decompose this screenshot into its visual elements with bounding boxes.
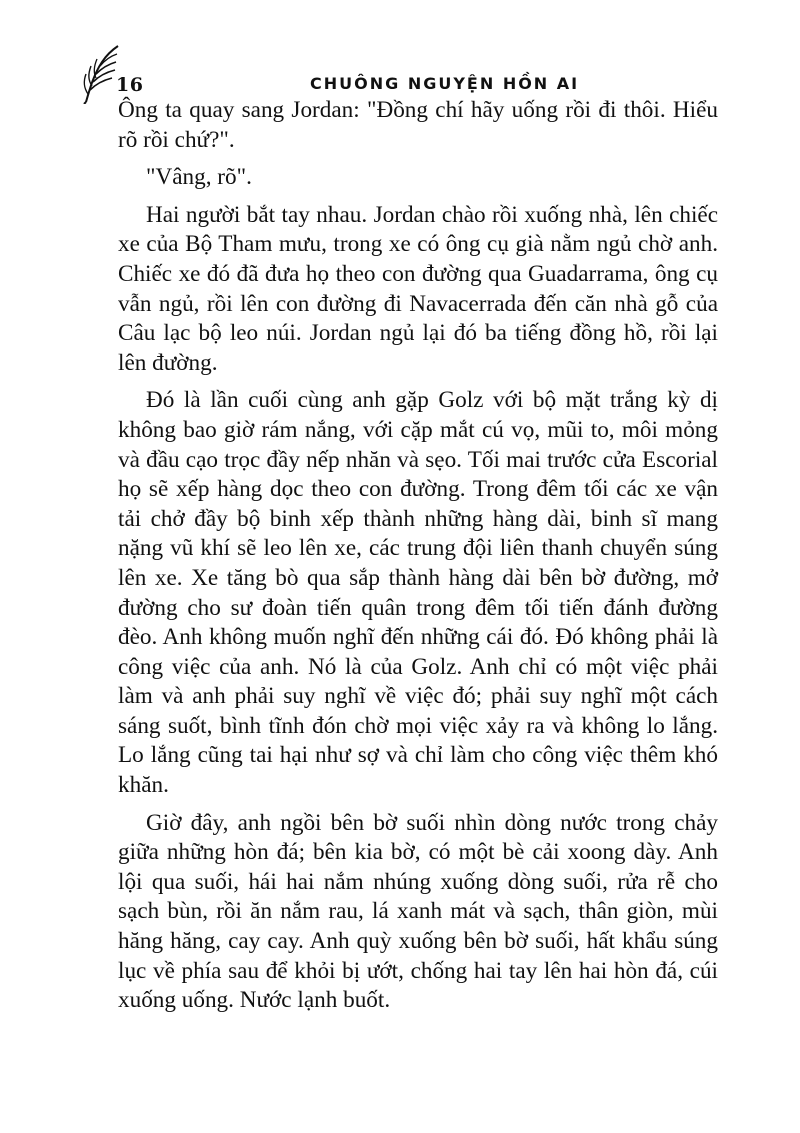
paragraph: Ông ta quay sang Jordan: "Đồng chí hãy uống rồi đi thôi. Hiểu rõ rồi chứ?". — [118, 97, 718, 153]
paragraph: "Vâng, rõ". — [146, 164, 252, 191]
running-title: CHUÔNG NGUYỆN HỒN AI — [310, 74, 580, 93]
body-text — [118, 96, 718, 1024]
paragraph: Hai người bắt tay nhau. Jordan chào rồi xuống nhà, lên chiếc xe của Bộ Tham mưu, trong xe có ông cụ già nằm ngủ chờ anh. Chiếc xe đó đã đưa họ theo con đường qua Guadarrama, ông cụ vẫn ngủ, rồi lên con đường đi Navacerrada đến căn nhà gỗ của Câu lạc bộ leo núi. Jordan ngủ lại đó ba tiếng đồng hồ, rồi lại lên đường. — [118, 201, 718, 376]
page-number: 16 — [116, 74, 144, 96]
paragraph: Đó là lần cuối cùng anh gặp Golz với bộ mặt trắng kỳ dị không bao giờ rám nắng, với cặp mắt cú vọ, mũi to, môi mỏng và đầu cạo trọc đầy nếp nhăn và sẹo. Tối mai trước cửa Escorial họ sẽ xếp hàng dọc theo con đường. Trong đêm tối các xe vận tải chở đầy bộ binh xếp thành những hàng dài, binh sĩ mang nặng vũ khí sẽ leo lên xe, các trung đội liên thanh chuyển súng lên xe. Xe tăng bò qua sắp thành hàng dài bên bờ đường, mở đường cho sư đoàn tiến quân trong đêm tối tiến đánh đường đèo. Anh không muốn nghĩ đến những cái đó. Đó không phải là công việc của anh. Nó là của Golz. Anh chỉ có một việc phải làm và anh phải suy nghĩ về việc đó; phải suy nghĩ một cách sáng suốt, bình tĩnh đón chờ mọi việc xảy ra và không lo lắng. Lo lắng cũng tai hại như sợ và chỉ làm cho công việc thêm khó khăn. — [118, 387, 718, 799]
paragraph: Giờ đây, anh ngồi bên bờ suối nhìn dòng nước trong chảy giữa những hòn đá; bên kia bờ, có một bè cải xoong dày. Anh lội qua suối, hái hai nắm nhúng xuống dòng suối, rửa rễ cho sạch bùn, rồi ăn nắm rau, lá xanh mát và sạch, thân giòn, mùi hăng hăng, cay cay. Anh quỳ xuống bên bờ suối, hất khẩu súng lục về phía sau để khỏi bị ướt, chống hai tay lên hai hòn đá, cúi xuống uống. Nước lạnh buốt. — [118, 809, 718, 1014]
page-header — [80, 44, 720, 104]
